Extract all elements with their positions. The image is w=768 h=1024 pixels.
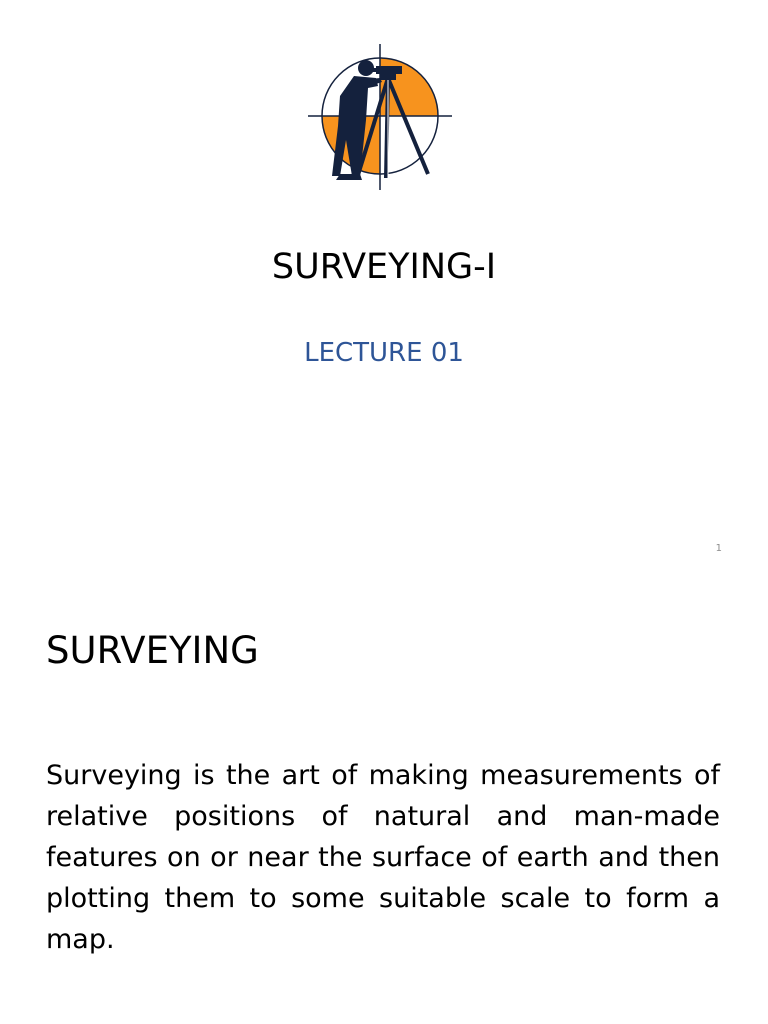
slide-1-subtitle: LECTURE 01	[304, 338, 464, 368]
slide-number: 1	[715, 543, 722, 554]
slide-2-body: Surveying is the art of making measurements of relative positions of natural and man-made features on or near the surface of earth and then plotting them to some suitable scale to form a map.	[46, 760, 720, 955]
surveyor-theodolite-icon	[300, 40, 460, 195]
slide-2-title: SURVEYING	[46, 629, 259, 672]
slide-1-title: SURVEYING-I	[271, 247, 497, 288]
